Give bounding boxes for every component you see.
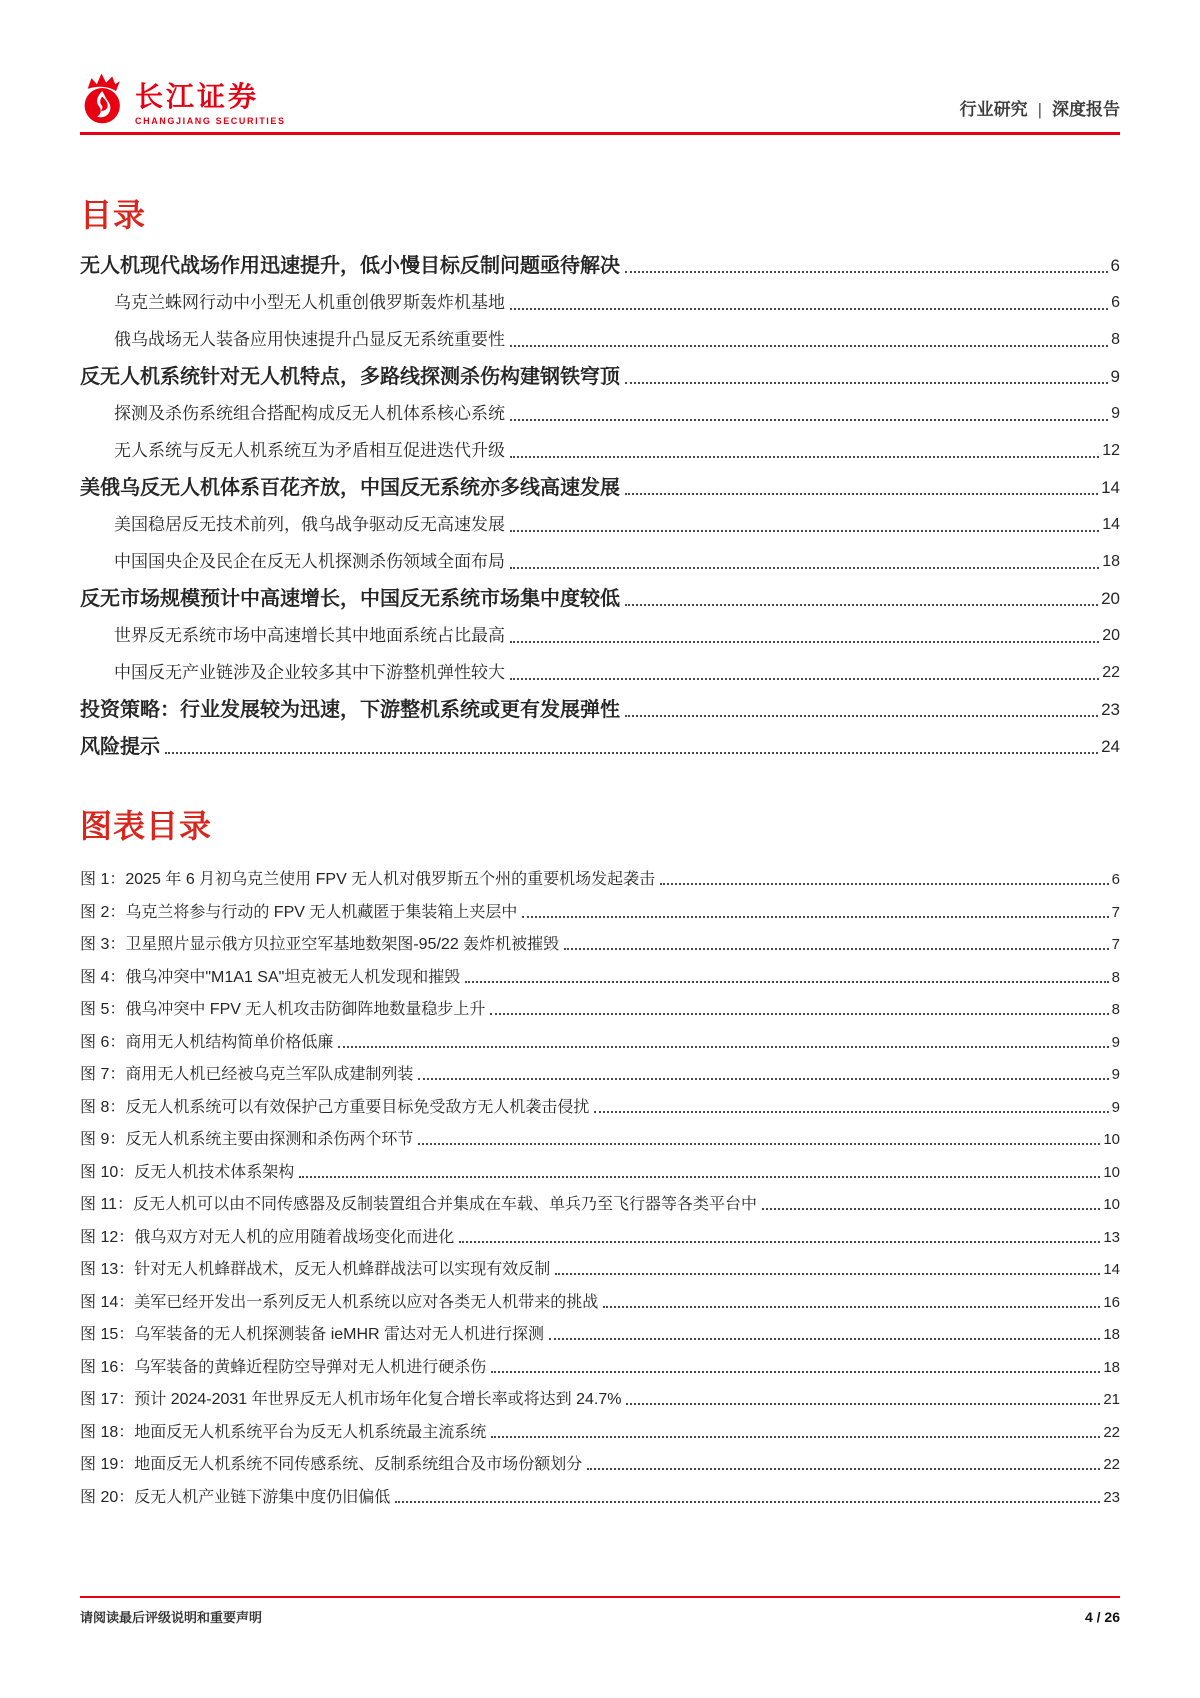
page-footer [80,1596,1120,1626]
dotted-leader [459,1241,1100,1243]
dotted-leader [510,530,1099,532]
figure-entry [80,870,1120,889]
toc-entry-label: 风险提示 [80,736,160,758]
figure-entry-label: 图 13：针对无人机蜂群战术，反无人机蜂群战法可以实现有效反制 [80,1261,551,1278]
toc-entry [80,477,1120,499]
header-separator: | [1037,100,1042,119]
figure-entry [80,1130,1120,1149]
toc-subentry [80,329,1120,351]
dotted-leader [491,1436,1100,1438]
dotted-leader [510,308,1108,310]
footer-page-indicator: 4 / 26 [1084,1609,1120,1625]
dotted-leader [625,271,1108,273]
figures-section [80,808,1120,1507]
report-category: 行业研究 [959,100,1028,119]
figure-entry-page: 10 [1103,1196,1120,1213]
toc-subentry [80,403,1120,425]
toc-entry-page: 8 [1111,331,1120,348]
toc-subentry [80,514,1120,536]
figure-entry-label: 图 15：乌军装备的无人机探测装备 ieMHR 雷达对无人机进行探测 [80,1326,545,1343]
dotted-leader [549,1338,1100,1340]
toc-entry-label: 中国反无产业链涉及企业较多其中下游整机弹性较大 [114,663,505,682]
dotted-leader [395,1501,1100,1503]
figure-entry-label: 图 14：美军已经开发出一系列反无人机系统以应对各类无人机带来的挑战 [80,1293,599,1311]
toc-entry-page: 20 [1102,627,1120,644]
figure-entry-page: 22 [1103,1456,1120,1473]
toc-entry-page: 9 [1111,405,1120,422]
page-header [0,0,1200,126]
changjiang-logo [80,70,286,126]
dotted-leader [762,1208,1100,1210]
figure-entry [80,1455,1120,1474]
toc-entry-page: 24 [1101,737,1120,756]
figure-entry-page: 16 [1103,1293,1120,1311]
figure-entry [80,1000,1120,1019]
figure-entry-page: 9 [1111,1033,1120,1051]
dotted-leader [491,1371,1100,1373]
figure-entry [80,1358,1120,1377]
dotted-leader [510,567,1099,569]
dotted-leader [626,1403,1100,1405]
toc-title: 目录 [80,197,147,233]
toc-subentry [80,292,1120,314]
dotted-leader [490,1013,1108,1015]
dragon-logo-icon [80,70,126,126]
figure-entry-page: 21 [1103,1391,1120,1408]
dotted-leader [418,1078,1108,1080]
figure-entry-page: 8 [1111,1001,1120,1018]
figure-entry-page: 8 [1111,968,1120,986]
figure-entry-page: 22 [1103,1423,1120,1441]
figure-entry [80,1098,1120,1117]
figure-entry-page: 9 [1111,1066,1120,1083]
figure-entry-label: 图 1：2025 年 6 月初乌克兰使用 FPV 无人机对俄罗斯五个州的重要机场发起袭击 [80,871,656,888]
logo-name-en: CHANGJIANG SECURITIES [135,116,286,126]
figure-list [80,870,1120,1507]
toc-entry [80,255,1120,277]
page-content [0,197,1200,1507]
footer-divider [80,1596,1120,1598]
figure-entry [80,1260,1120,1279]
figure-entry-label: 图 6：商用无人机结构简单价格低廉 [80,1033,334,1051]
figure-entry-label: 图 8：反无人机系统可以有效保护己方重要目标免受敌方无人机袭击侵扰 [80,1098,590,1116]
figure-entry-label: 图 9：反无人机系统主要由探测和杀伤两个环节 [80,1131,414,1148]
figure-entry [80,968,1120,987]
toc-entry-label: 反无人机系统针对无人机特点，多路线探测杀伤构建钢铁穹顶 [80,366,620,388]
toc-entry-label: 世界反无系统市场中高速增长其中地面系统占比最高 [114,626,505,645]
figure-entry-page: 9 [1111,1098,1120,1116]
dotted-leader [522,916,1108,918]
figure-entry [80,903,1120,922]
figure-entry-label: 图 12：俄乌双方对无人机的应用随着战场变化而进化 [80,1228,455,1246]
figure-entry [80,1325,1120,1344]
toc-entry-page: 22 [1102,664,1120,681]
toc-entry-page: 14 [1102,516,1120,533]
dotted-leader [299,1176,1100,1178]
figure-entry [80,1293,1120,1312]
toc-entry-page: 20 [1101,589,1120,608]
figure-entry-label: 图 17：预计 2024-2031 年世界反无人机市场年化复合增长率或将达到 24.7% [80,1391,622,1408]
dotted-leader [510,678,1099,680]
dotted-leader [625,382,1108,384]
toc-entry-page: 12 [1102,442,1120,459]
toc-entry-page: 6 [1110,256,1120,275]
figure-entry-page: 6 [1111,871,1120,888]
toc-entry [80,366,1120,388]
figure-entry-page: 23 [1103,1488,1120,1506]
toc-entry [80,699,1120,721]
dotted-leader [510,419,1108,421]
toc-entry-label: 反无市场规模预计中高速增长，中国反无系统市场集中度较低 [80,588,620,610]
logo-text [135,83,286,126]
dotted-leader [510,456,1099,458]
toc-entry-page: 18 [1102,553,1120,570]
figure-entry [80,1033,1120,1052]
toc-entry-page: 9 [1110,367,1120,386]
figure-entry-page: 7 [1111,936,1120,953]
dotted-leader [555,1273,1100,1275]
dotted-leader [338,1046,1108,1048]
figure-entry-label: 图 16：乌军装备的黄蜂近程防空导弹对无人机进行硬杀伤 [80,1358,487,1376]
toc-section [80,197,1120,758]
toc-subentry [80,662,1120,684]
figure-entry-label: 图 20：反无人机产业链下游集中度仍旧偏低 [80,1488,391,1506]
footer-disclaimer: 请阅读最后评级说明和重要声明 [80,1610,263,1625]
figure-entry-label: 图 19：地面反无人机系统不同传感系统、反制系统组合及市场份额划分 [80,1456,583,1473]
figure-entry [80,1065,1120,1084]
toc-entry-label: 乌克兰蛛网行动中小型无人机重创俄罗斯轰炸机基地 [114,293,505,312]
figure-entry [80,1163,1120,1182]
figure-entry-page: 7 [1111,903,1120,921]
dotted-leader [625,493,1098,495]
dotted-leader [510,641,1099,643]
toc-entry-label: 中国国央企及民企在反无人机探测杀伤领域全面布局 [114,552,505,571]
dotted-leader [587,1468,1100,1470]
dotted-leader [594,1111,1108,1113]
toc-entry-label: 美俄乌反无人机体系百花齐放，中国反无系统亦多线高速发展 [80,477,620,499]
figure-entry-page: 13 [1103,1228,1120,1246]
toc-entry-label: 无人系统与反无人机系统互为矛盾相互促进迭代升级 [114,441,505,460]
figure-entry [80,1228,1120,1247]
report-kind: 深度报告 [1052,100,1120,119]
figure-entry-label: 图 5：俄乌冲突中 FPV 无人机攻击防御阵地数量稳步上升 [80,1001,486,1018]
toc-entry-page: 14 [1101,478,1120,497]
report-type-label [960,95,1120,126]
toc-entry-label: 探测及杀伤系统组合搭配构成反无人机体系核心系统 [114,404,505,423]
figure-entry [80,1195,1120,1214]
figures-title: 图表目录 [80,808,213,844]
figure-entry-page: 10 [1103,1131,1120,1148]
figure-entry [80,1390,1120,1409]
figure-entry-label: 图 10：反无人机技术体系架构 [80,1163,295,1181]
toc-subentry [80,625,1120,647]
toc-entry [80,736,1120,758]
dotted-leader [625,604,1098,606]
toc-entry-label: 无人机现代战场作用迅速提升，低小慢目标反制问题亟待解决 [80,255,620,277]
toc-list [80,255,1120,758]
dotted-leader [564,948,1108,950]
figure-entry-page: 18 [1103,1326,1120,1343]
dotted-leader [510,345,1108,347]
figure-entry [80,1488,1120,1507]
logo-name-cn: 长江证券 [135,81,260,112]
figure-entry-label: 图 3：卫星照片显示俄方贝拉亚空军基地数架图-95/22 轰炸机被摧毁 [80,936,560,953]
figure-entry [80,935,1120,954]
toc-entry-label: 美国稳居反无技术前列，俄乌战争驱动反无高速发展 [114,515,505,534]
toc-entry-page: 23 [1101,700,1120,719]
dotted-leader [660,883,1108,885]
dotted-leader [418,1143,1100,1145]
figure-entry-page: 18 [1103,1358,1120,1376]
figure-entry-label: 图 11：反无人机可以由不同传感器及反制装置组合并集成在车载、单兵乃至飞行器等各类平台中 [80,1196,758,1213]
toc-entry-label: 投资策略：行业发展较为迅速，下游整机系统或更有发展弹性 [80,699,620,721]
figure-entry-page: 14 [1103,1261,1120,1278]
figure-entry [80,1423,1120,1442]
figure-entry-label: 图 4：俄乌冲突中"M1A1 SA"坦克被无人机发现和摧毁 [80,968,461,986]
toc-entry [80,588,1120,610]
toc-subentry [80,551,1120,573]
figure-entry-label: 图 7：商用无人机已经被乌克兰军队成建制列装 [80,1066,414,1083]
dotted-leader [465,981,1108,983]
footer-row [80,1607,1120,1626]
figure-entry-page: 10 [1103,1163,1120,1181]
dotted-leader [165,752,1098,754]
header-divider [80,132,1120,135]
figure-entry-label: 图 2：乌克兰将参与行动的 FPV 无人机藏匿于集装箱上夹层中 [80,903,518,921]
toc-subentry [80,440,1120,462]
toc-entry-label: 俄乌战场无人装备应用快速提升凸显反无系统重要性 [114,330,505,349]
dotted-leader [625,715,1098,717]
figure-entry-label: 图 18：地面反无人机系统平台为反无人机系统最主流系统 [80,1423,487,1441]
toc-entry-page: 6 [1111,294,1120,311]
dotted-leader [603,1306,1100,1308]
